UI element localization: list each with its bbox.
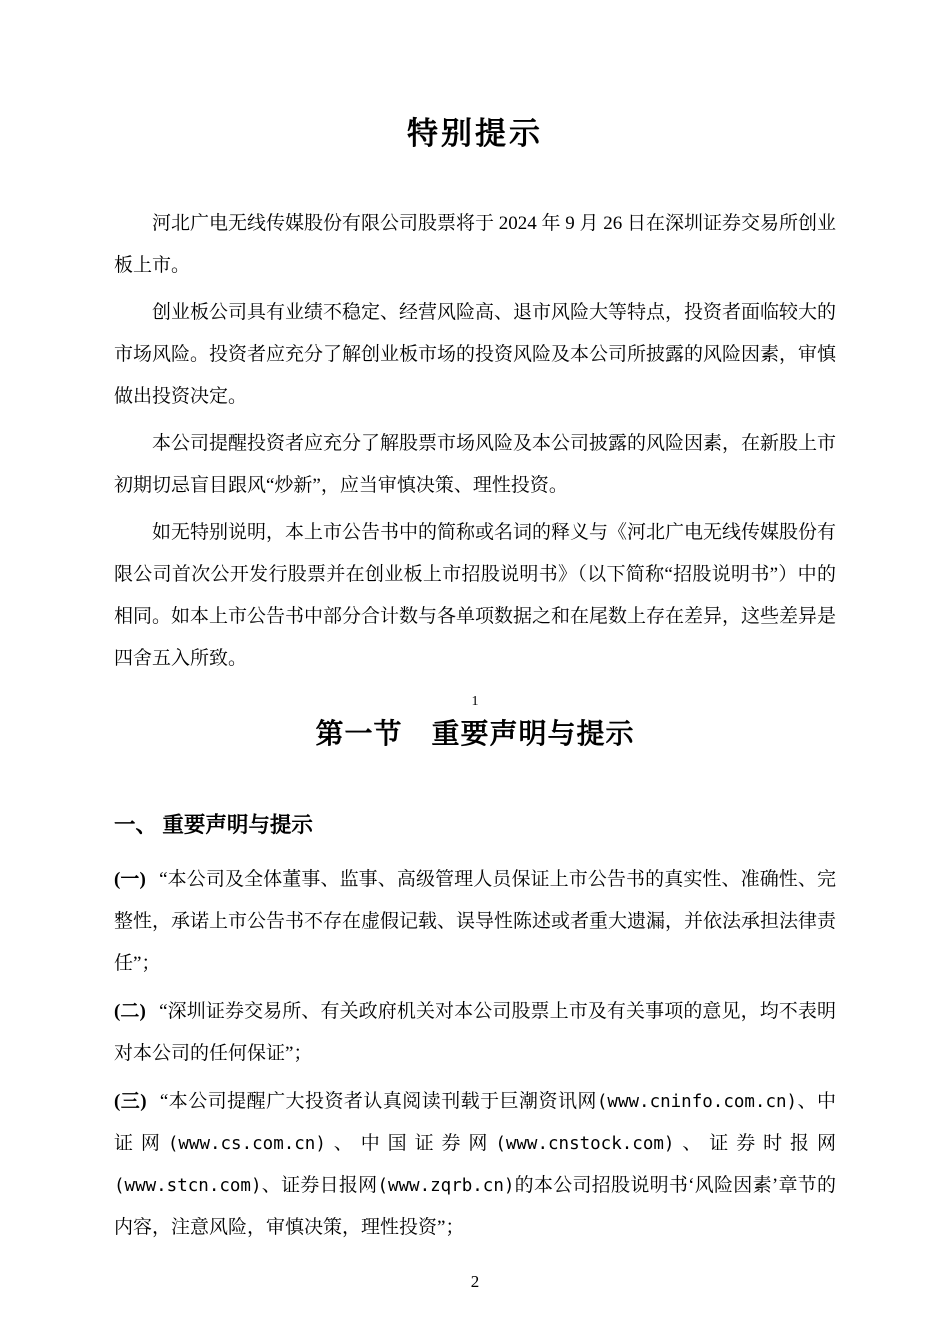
item-text-segment: 、证券时报网: [674, 1133, 836, 1154]
page-title: 特别提示: [407, 116, 543, 151]
footnote-superscript: 1: [471, 694, 479, 709]
url-cninfo: (www.cninfo.com.cn): [596, 1092, 798, 1112]
url-cs: (www.cs.com.cn): [167, 1134, 326, 1154]
paragraph-listing-date: 河北广电无线传媒股份有限公司股票将于 2024 年 9 月 26 日在深圳证券交易所创业板上市。: [114, 213, 837, 276]
list-item-1: [114, 859, 836, 985]
item-text-segment: 、中国证券网: [325, 1133, 496, 1154]
item-marker: (一): [114, 869, 146, 890]
paragraph-new-stock-warning: 本公司提醒投资者应充分了解股票市场风险及本公司披露的风险因素，在新股上市初期切忌盲目跟风“炒新”，应当审慎决策、理性投资。: [114, 433, 837, 496]
subsection-heading: 一、 重要声明与提示: [114, 813, 313, 837]
page-number: 2: [470, 1272, 480, 1291]
paragraph-definitions: 如无特别说明，本上市公告书中的简称或名词的释义与《河北广电无线传媒股份有限公司首次公开发行股票并在创业板上市招股说明书》（以下简称“招股说明书”）中的相同。如本上市公告书中部分合计数与各单项数据之和在尾数上存在差异，这些差异是四舍五入所致。: [114, 522, 837, 669]
section-heading: 第一节 重要声明与提示: [315, 719, 635, 750]
item-text: “本公司及全体董事、监事、高级管理人员保证上市公告书的真实性、准确性、完整性，承诺上市公告书不存在虚假记载、误导性陈述或者重大遗漏，并依法承担法律责任”；: [114, 869, 837, 974]
list-item-3: [114, 1081, 836, 1249]
url-stcn: (www.stcn.com): [114, 1176, 262, 1196]
list-item-2: [114, 991, 836, 1075]
intro-paragraphs: [114, 203, 836, 680]
item-marker: (三): [114, 1091, 147, 1112]
url-zqrb: (www.zqrb.cn): [377, 1176, 515, 1196]
item-text-segment: 、证券日报网: [261, 1175, 378, 1196]
item-text-segment: 、中证网: [114, 1091, 836, 1154]
page-footer: [0, 1272, 950, 1292]
section-heading-block: [114, 694, 836, 752]
item-text-segment: 的本公司招股说明书‘风险因素’章节的内容，注意风险，审慎决策，理性投资”；: [114, 1175, 836, 1238]
item-text: “深圳证券交易所、有关政府机关对本公司股票上市及有关事项的意见，均不表明对本公司的任何保证”；: [114, 1001, 837, 1064]
item-marker: (二): [114, 1001, 146, 1022]
paragraph-market-risk: 创业板公司具有业绩不稳定、经营风险高、退市风险大等特点，投资者面临较大的市场风险。投资者应充分了解创业板市场的投资风险及本公司所披露的风险因素，审慎做出投资决定。: [114, 302, 837, 407]
item-text-segment: “本公司提醒广大投资者认真阅读刊载于巨潮资讯网: [159, 1091, 597, 1112]
url-cnstock: (www.cnstock.com): [495, 1134, 675, 1154]
declaration-items: [114, 859, 836, 1249]
